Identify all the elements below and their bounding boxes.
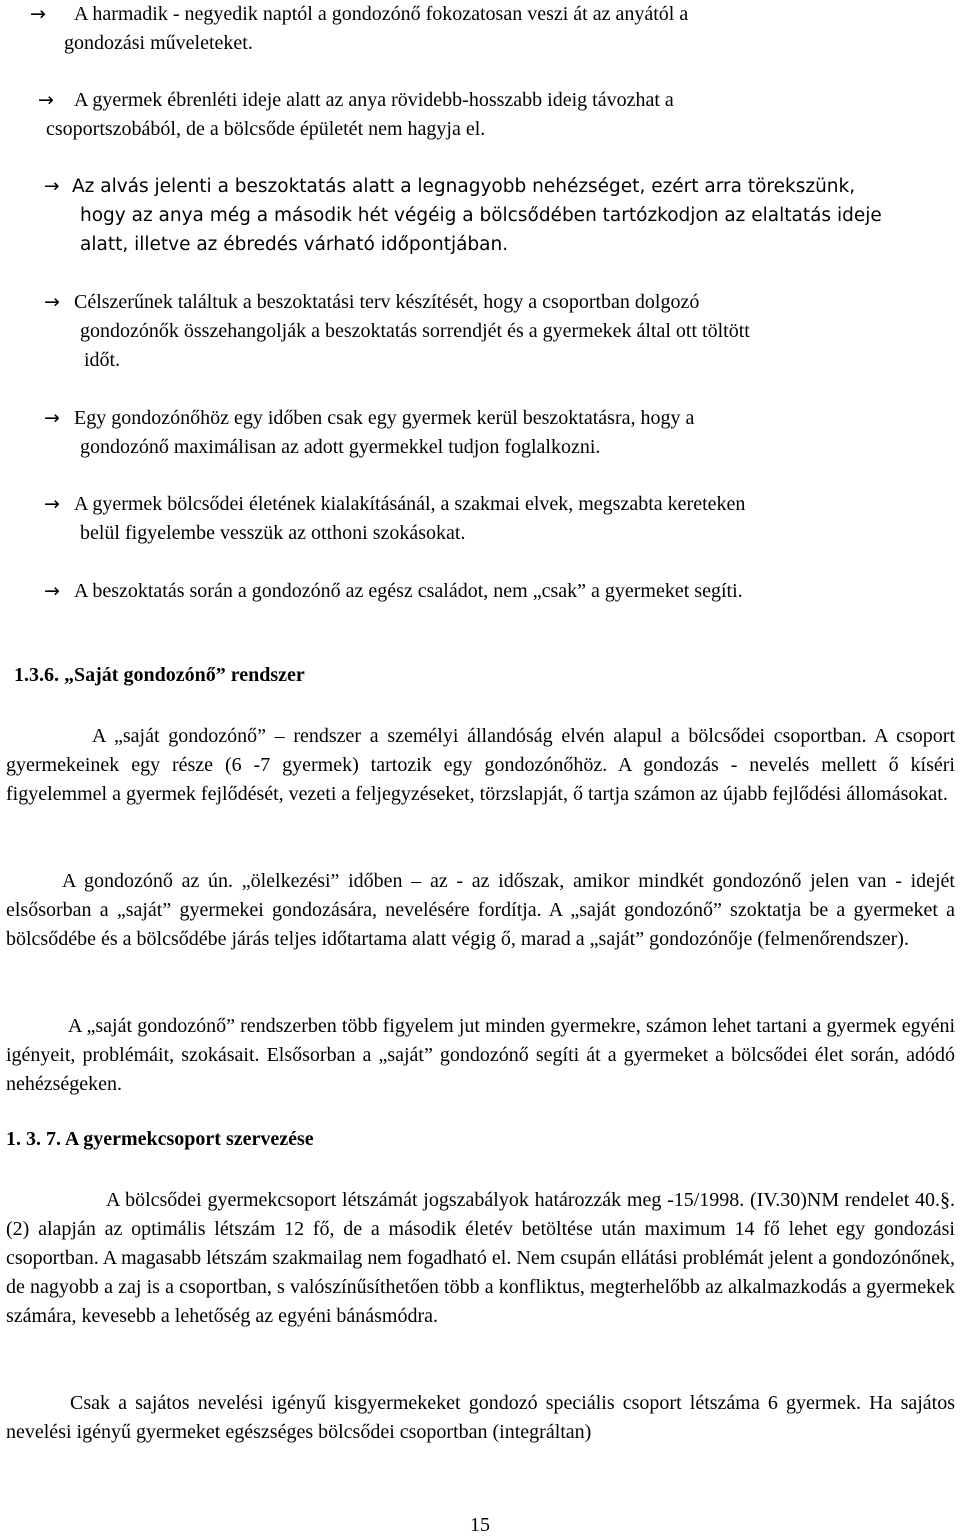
list-item-line: gondozási műveleteket.	[64, 32, 253, 54]
section-heading: 1.3.6. „Saját gondozónő” rendszer	[14, 664, 305, 686]
list-item-line: Célszerűnek találtuk a beszoktatási terv készítését, hogy a csoportban dolgozó	[74, 291, 700, 313]
list-item-line: időt.	[84, 349, 121, 371]
page-number: 15	[470, 1514, 490, 1536]
list-item-line: gondozónők összehangolják a beszoktatás sorrendjét és a gyermekek által ott töltött	[80, 320, 750, 342]
list-item-line: gondozónő maximálisan az adott gyermekkel tudjon foglalkozni.	[80, 436, 601, 458]
list-item	[44, 288, 750, 375]
list-item-line: A gyermek ébrenléti ideje alatt az anya rövidebb-hosszabb ideig távozhat a	[74, 89, 674, 111]
list-item	[30, 0, 688, 58]
list-item-line: hogy az anya még a második hét végéig a bölcsődében tartózkodjon az elaltatás ideje	[80, 205, 882, 226]
paragraph: A „saját gondozónő” rendszerben több figyelem jut minden gyermekre, számon lehet tartani a gyermek egyéni igényeit, problémáit, szokásait. Elsősorban a „saját” gondozónő segíti át a gyermeket a bölcsődei élet során, adódó nehézségeken.	[6, 1015, 955, 1095]
list-item-line: A gyermek bölcsődei életének kialakításánál, a szakmai elvek, megszabta kereteken	[74, 493, 746, 515]
list-item-line: belül figyelembe vesszük az otthoni szokásokat.	[80, 522, 466, 544]
list-item	[44, 490, 745, 548]
list-item	[44, 404, 694, 462]
arrow-icon: →	[44, 580, 60, 602]
list-item	[38, 86, 674, 144]
list-item-line: A harmadik - negyedik naptól a gondozónő fokozatosan veszi át az anyától a	[74, 3, 689, 25]
paragraph: A bölcsődei gyermekcsoport létszámát jogszabályok határozzák meg -15/1998. (IV.30)NM rendelet 40.§.(2) alapján az optimális létszám 12 fő, de a második életév betöltése után maximum 14 fő lehet egy gondozási csoportban. A magasabb létszám szakmailag nem fogadható el. Nem csupán ellátási problémát jelent a gondozónőnek, de nagyobb a zaj is a csoportban, s valószínűsíthetően több a konfliktus, megterhelőbb az alkalmazkodás a gyermekek számára, kevesebb a lehetőség az egyéni bánásmódra.	[6, 1189, 955, 1327]
arrow-icon: →	[44, 493, 60, 515]
arrow-icon: →	[30, 3, 46, 25]
paragraph: Csak a sajátos nevelési igényű kisgyermekeket gondozó speciális csoport létszáma 6 gyermek. Ha sajátos nevelési igényű gyermeket egészséges bölcsődei csoportban (integráltan)	[6, 1392, 955, 1443]
paragraph: A „saját gondozónő” – rendszer a személyi állandóság elvén alapul a bölcsődei csoportban. A csoport gyermekeinek egy része (6 -7 gyermek) tartozik egy gondozónőhöz. A gondozás - nevelés mellett ő kíséri figyelemmel a gyermek fejlődését, vezeti a feljegyzéseket, törzslapját, ő tartja számon az újabb fejlődési állomásokat.	[6, 725, 955, 805]
arrow-icon: →	[38, 89, 54, 111]
list-item-line: alatt, illetve az ébredés várható időpontjában.	[80, 234, 509, 255]
list-item	[44, 172, 882, 259]
arrow-icon: →	[44, 291, 60, 313]
list-item-line: Az alvás jelenti a beszoktatás alatt a legnagyobb nehézséget, ezért arra törekszünk,	[72, 176, 856, 197]
list-item	[44, 577, 743, 606]
list-item-line: csoportszobából, de a bölcsőde épületét nem hagyja el.	[46, 118, 486, 140]
list-item-line: Egy gondozónőhöz egy időben csak egy gyermek kerül beszoktatásra, hogy a	[74, 407, 695, 429]
section-heading: 1. 3. 7. A gyermekcsoport szervezése	[6, 1128, 314, 1150]
list-item-line: A beszoktatás során a gondozónő az egész családot, nem „csak” a gyermeket segíti.	[74, 580, 743, 602]
arrow-icon: →	[44, 176, 60, 197]
paragraph: A gondozónő az ún. „ölelkezési” időben – az - az időszak, amikor mindkét gondozónő jelen van - idejét elsősorban a „saját” gyermekei gondozására, nevelésére fordítja. A „saját gondozónő” szoktatja be a gyermeket a bölcsődébe és a bölcsődébe járás teljes időtartama alatt végig ő, marad a „saját” gondozónője (felmenőrendszer).	[6, 870, 955, 950]
arrow-icon: →	[44, 407, 60, 429]
